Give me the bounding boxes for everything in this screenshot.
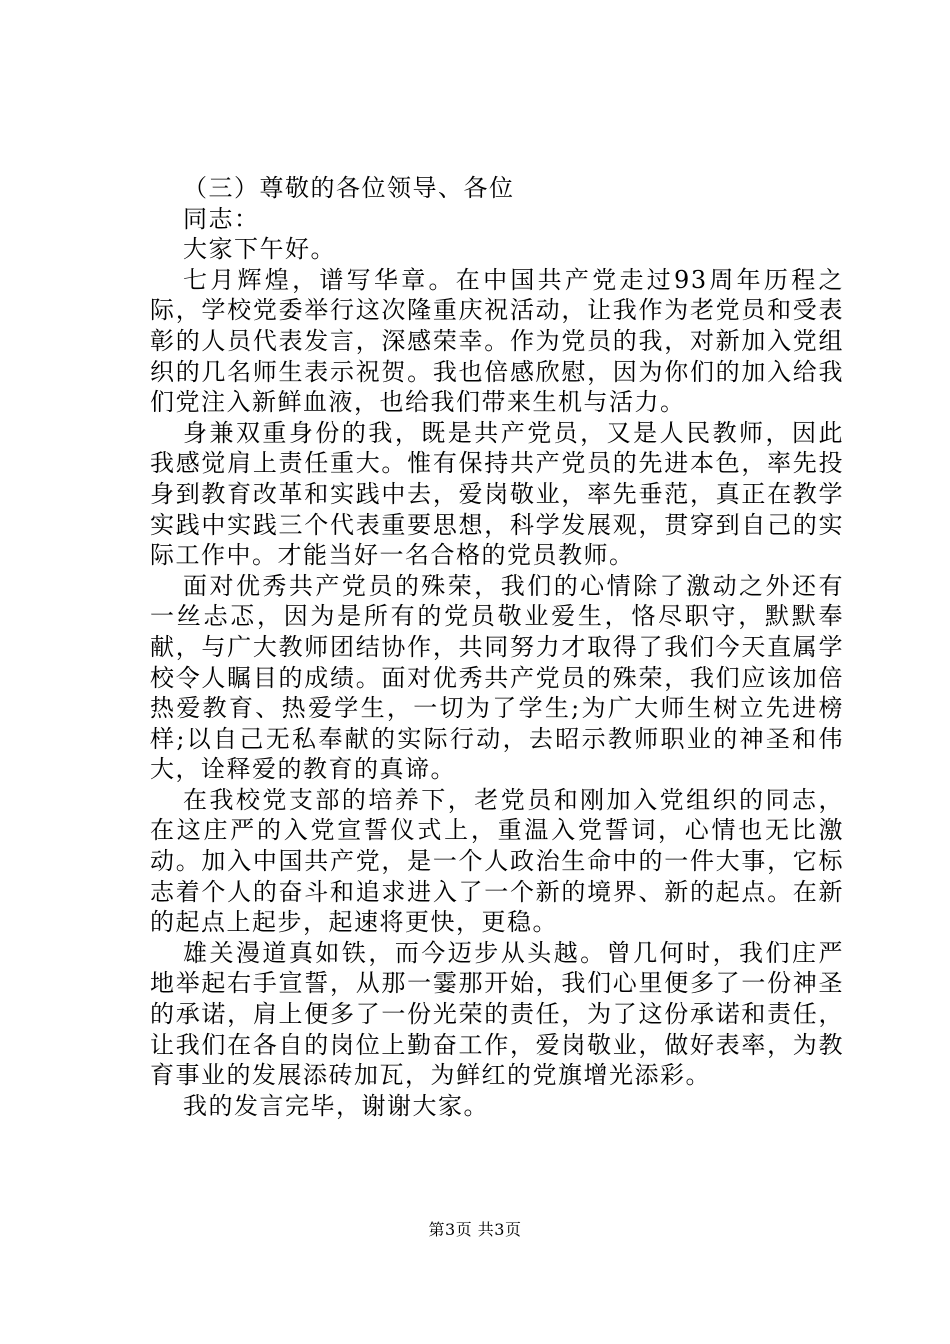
paragraph-body-5: 雄关漫道真如铁，而今迈步从头越。曾几何时，我们庄严地举起右手宣誓，从那一霎那开始，我们心里便多了一份神圣的承诺，肩上便多了一份光荣的责任，为了这份承诺和责任，让我们在各自的岗位上勤奋工作，爱岗敬业，做好表率，为教育事业的发展添砖加瓦，为鲜红的党旗增光添彩。 (150, 938, 844, 1090)
paragraph-body-4: 在我校党支部的培养下，老党员和刚加入党组织的同志，在这庄严的入党宣誓仪式上，重温入党誓词，心情也无比激动。加入中国共产党，是一个人政治生命中的一件大事，它标志着个人的奋斗和追求进入了一个新的境界、新的起点。在新的起点上起步，起速将更快，更稳。 (150, 785, 844, 937)
page-number-footer: 第3页 共3页 (428, 1220, 522, 1239)
paragraph-body-2: 身兼双重身份的我，既是共产党员，又是人民教师，因此我感觉肩上责任重大。惟有保持共产党员的先进本色，率先投身到教育改革和实践中去，爱岗敬业，率先垂范，真正在教学实践中实践三个代表重要思想，科学发展观，贯穿到自己的实际工作中。才能当好一名合格的党员教师。 (150, 418, 844, 570)
document-body (150, 173, 844, 1121)
paragraph-greeting: 大家下午好。 (183, 235, 336, 264)
paragraph-closing: 我的发言完毕，谢谢大家。 (183, 1091, 489, 1120)
paragraph-body-1: 七月辉煌，谱写华章。在中国共产党走过93周年历程之际，学校党委举行这次隆重庆祝活动，让我作为老党员和受表彰的人员代表发言，深感荣幸。作为党员的我，对新加入党组织的几名师生表示祝贺。我也倍感欣慰，因为你们的加入给我们党注入新鲜血液，也给我们带来生机与活力。 (150, 265, 844, 417)
paragraph-body-3: 面对优秀共产党员的殊荣，我们的心情除了激动之外还有一丝忐忑，因为是所有的党员敬业爱生，恪尽职守，默默奉献，与广大教师团结协作，共同努力才取得了我们今天直属学校令人瞩目的成绩。面对优秀共产党员的殊荣，我们应该加倍热爱教育、热爱学生，一切为了学生;为广大师生树立先进榜样;以自己无私奉献的实际行动，去昭示教师职业的神圣和伟大，诠释爱的教育的真谛。 (150, 571, 844, 784)
paragraph-heading: （三）尊敬的各位领导、各位 (183, 174, 515, 202)
paragraph-salutation: 同志： (183, 204, 260, 233)
